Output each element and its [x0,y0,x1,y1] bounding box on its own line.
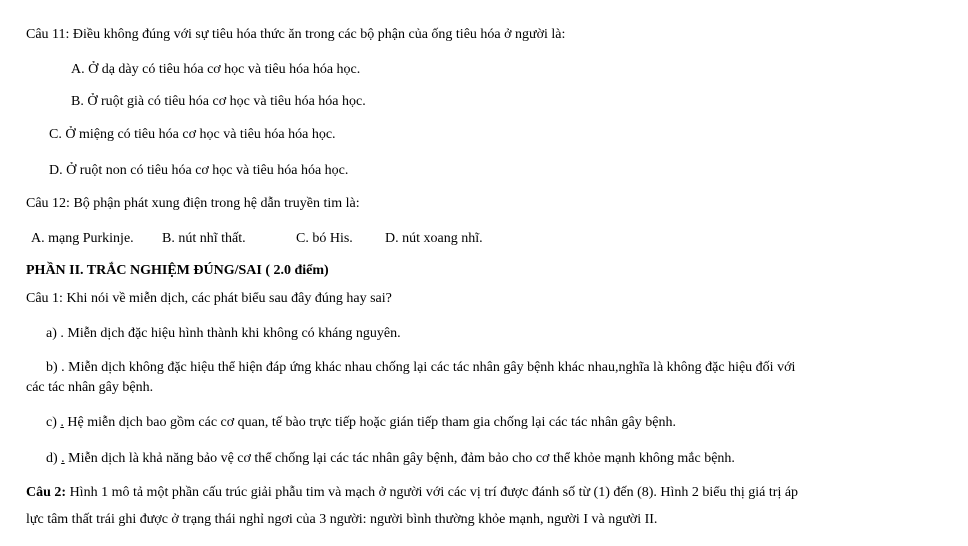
question-11-option-c: C. Ở miệng có tiêu hóa cơ học và tiêu hóa hóa học. [49,127,336,142]
statement-b-line-1: b) . Miễn dịch không đặc hiệu thể hiện đáp ứng khác nhau chống lại các tác nhân gây bệnh khác nhau,nghĩa là không đặc hiệu đối với [46,360,796,375]
part-2-question-2-line-2: lực tâm thất trái ghi được ở trạng thái nghỉ ngơi của 3 người: người bình thường khỏe mạnh, người I và người II. [26,512,658,527]
question-11-stem: Câu 11: Điều không đúng với sự tiêu hóa thức ăn trong các bộ phận của ống tiêu hóa ở người là: [26,27,566,42]
statement-c [46,414,676,432]
statement-d-text: Miễn dịch là khả năng bảo vệ cơ thể chống lại các tác nhân gây bệnh, đảm bảo cho cơ thể khỏe mạnh không mắc bệnh. [64,451,735,466]
question-12-option-d: D. nút xoang nhĩ. [385,231,483,246]
part-2-question-1-stem: Câu 1: Khi nói về miễn dịch, các phát biểu sau đây đúng hay sai? [26,291,392,306]
question-11-option-d: D. Ở ruột non có tiêu hóa cơ học và tiêu hóa hóa học. [49,163,349,178]
part-2-question-2-line-1 [26,484,798,502]
statement-c-label: c) [46,415,57,430]
statement-c-dot: . [60,415,64,430]
statement-b-line-2: các tác nhân gây bệnh. [26,380,154,395]
part-2-heading: PHẦN II. TRẮC NGHIỆM ĐÚNG/SAI ( 2.0 điểm) [26,263,329,278]
statement-d-label: d) [46,451,58,466]
part-2-question-2-text-1: Hình 1 mô tả một phần cấu trúc giải phẫu tim và mạch ở người với các vị trí được đánh số từ (1) đến (8). Hình 2 biểu thị giá trị áp [66,485,799,500]
question-12-stem: Câu 12: Bộ phận phát xung điện trong hệ dẫn truyền tim là: [26,196,360,211]
question-12-option-b: B. nút nhĩ thất. [162,231,246,246]
statement-c-text: Hệ miễn dịch bao gồm các cơ quan, tế bào trực tiếp hoặc gián tiếp tham gia chống lại các tác nhân gây bệnh. [63,415,676,430]
question-11-option-b: B. Ở ruột già có tiêu hóa cơ học và tiêu hóa hóa học. [71,94,366,109]
statement-d [46,450,735,468]
question-12-option-a: A. mạng Purkinje. [31,231,134,246]
question-12-option-c: C. bó His. [296,231,353,246]
question-11-option-a: A. Ở dạ dày có tiêu hóa cơ học và tiêu hóa hóa học. [71,62,361,77]
part-2-question-2-label: Câu 2: [26,485,67,500]
statement-a: a) . Miễn dịch đặc hiệu hình thành khi không có kháng nguyên. [46,326,401,341]
statement-d-dot: . [61,451,65,466]
